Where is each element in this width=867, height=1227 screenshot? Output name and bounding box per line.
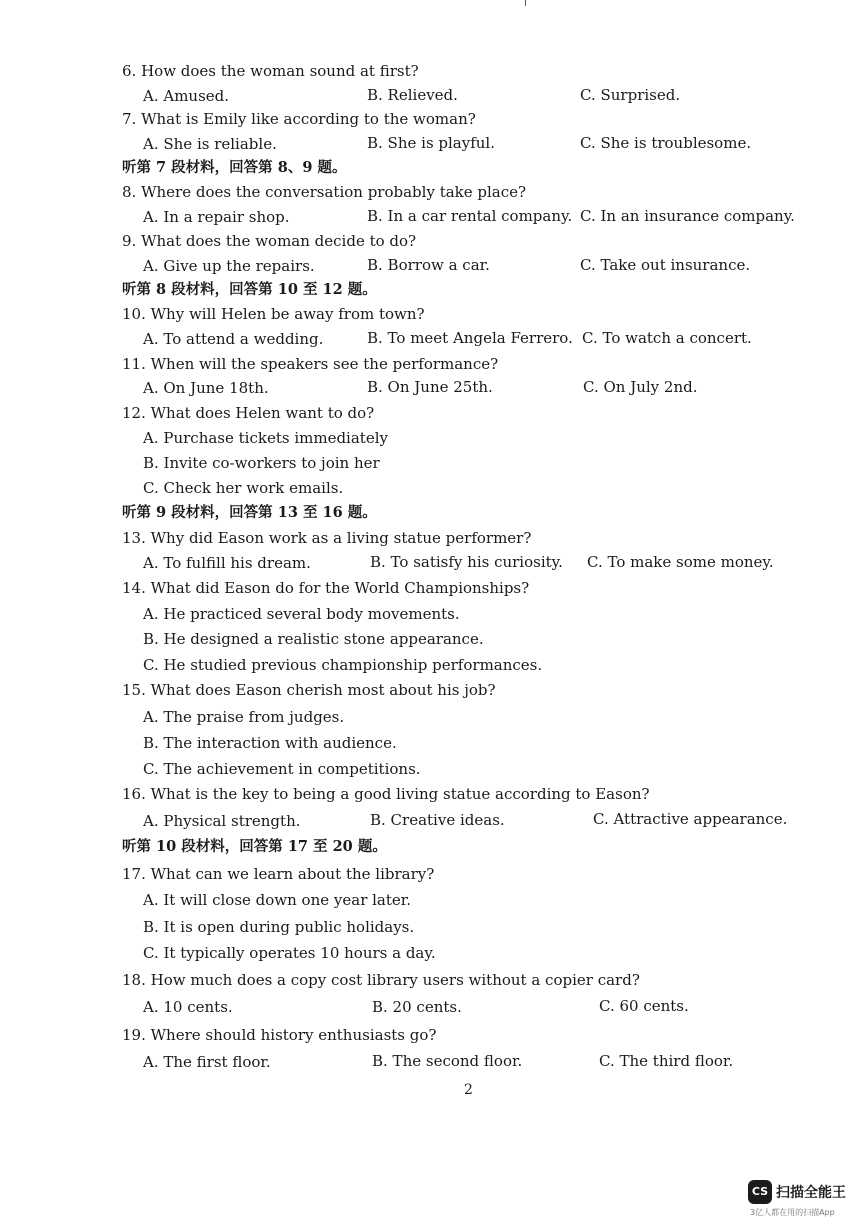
question-17-stem: 17. What can we learn about the library?: [122, 865, 435, 883]
question-18-stem: 18. How much does a copy cost library users without a copier card?: [122, 971, 640, 989]
question-7-stem: 7. What is Emily like according to the woman?: [122, 110, 476, 128]
question-10-option-b: B. To meet Angela Ferrero.: [367, 329, 573, 347]
section-7-heading: 听第 7 段材料，回答第 8、9 题。: [122, 159, 347, 176]
question-10-option-a: A. To attend a wedding.: [143, 330, 324, 348]
question-17-option-b: B. It is open during public holidays.: [143, 918, 415, 936]
section-8-heading: 听第 8 段材料，回答第 10 至 12 题。: [122, 281, 377, 298]
question-16-option-a: A. Physical strength.: [143, 812, 301, 830]
question-10-stem: 10. Why will Helen be away from town?: [122, 305, 425, 323]
question-14-option-a: A. He practiced several body movements.: [143, 605, 460, 623]
question-7-option-b: B. She is playful.: [367, 134, 495, 152]
question-6-stem: 6. How does the woman sound at first?: [122, 62, 419, 80]
question-19-option-a: A. The first floor.: [143, 1053, 271, 1071]
question-9-option-a: A. Give up the repairs.: [143, 257, 315, 275]
question-8-option-b: B. In a car rental company.: [367, 207, 573, 225]
question-15-stem: 15. What does Eason cherish most about his job?: [122, 681, 496, 699]
question-19-stem: 19. Where should history enthusiasts go?: [122, 1026, 437, 1044]
question-8-stem: 8. Where does the conversation probably take place?: [122, 183, 527, 201]
camscanner-watermark: [748, 1180, 852, 1220]
question-17-option-c: C. It typically operates 10 hours a day.: [143, 944, 436, 962]
question-12-stem: 12. What does Helen want to do?: [122, 404, 375, 422]
question-7-option-c: C. She is troublesome.: [580, 134, 752, 152]
question-12-option-a: A. Purchase tickets immediately: [143, 429, 388, 447]
question-6-option-c: C. Surprised.: [580, 86, 681, 104]
question-6-option-a: A. Amused.: [143, 87, 230, 105]
question-15-option-c: C. The achievement in competitions.: [143, 760, 421, 778]
question-11-stem: 11. When will the speakers see the performance?: [122, 355, 499, 373]
question-12-option-c: C. Check her work emails.: [143, 479, 344, 497]
question-13-option-a: A. To fulfill his dream.: [143, 554, 311, 572]
question-8-option-c: C. In an insurance company.: [580, 207, 795, 225]
camscanner-logo-icon: CS: [748, 1180, 772, 1204]
question-19-option-c: C. The third floor.: [599, 1052, 734, 1070]
question-15-option-a: A. The praise from judges.: [143, 708, 345, 726]
question-16-stem: 16. What is the key to being a good living statue according to Eason?: [122, 785, 650, 803]
question-12-option-b: B. Invite co-workers to join her: [143, 454, 380, 472]
question-11-option-b: B. On June 25th.: [367, 378, 493, 396]
watermark-app-name: 扫描全能王: [776, 1185, 846, 1201]
section-9-heading: 听第 9 段材料，回答第 13 至 16 题。: [122, 504, 377, 521]
question-18-option-c: C. 60 cents.: [599, 997, 689, 1015]
question-16-option-b: B. Creative ideas.: [370, 811, 505, 829]
question-18-option-b: B. 20 cents.: [372, 998, 462, 1016]
question-18-option-a: A. 10 cents.: [143, 998, 233, 1016]
question-10-option-c: C. To watch a concert.: [582, 329, 752, 347]
question-9-option-c: C. Take out insurance.: [580, 256, 751, 274]
question-16-option-c: C. Attractive appearance.: [593, 810, 788, 828]
question-14-option-b: B. He designed a realistic stone appearance.: [143, 630, 484, 648]
question-11-option-c: C. On July 2nd.: [583, 378, 698, 396]
question-13-stem: 13. Why did Eason work as a living statue performer?: [122, 529, 532, 547]
question-11-option-a: A. On June 18th.: [143, 379, 269, 397]
top-fold-mark: [525, 0, 526, 6]
question-6-option-b: B. Relieved.: [367, 86, 458, 104]
question-13-option-b: B. To satisfy his curiosity.: [370, 553, 563, 571]
section-10-heading: 听第 10 段材料，回答第 17 至 20 题。: [122, 838, 387, 855]
question-17-option-a: A. It will close down one year later.: [143, 891, 412, 909]
watermark-tagline: 3亿人都在用的扫描App: [750, 1208, 835, 1217]
question-19-option-b: B. The second floor.: [372, 1052, 523, 1070]
question-7-option-a: A. She is reliable.: [143, 135, 277, 153]
question-15-option-b: B. The interaction with audience.: [143, 734, 397, 752]
question-9-option-b: B. Borrow a car.: [367, 256, 490, 274]
question-14-option-c: C. He studied previous championship performances.: [143, 656, 543, 674]
question-9-stem: 9. What does the woman decide to do?: [122, 232, 417, 250]
question-14-stem: 14. What did Eason do for the World Championships?: [122, 579, 530, 597]
page-number: 2: [464, 1082, 473, 1098]
question-13-option-c: C. To make some money.: [587, 553, 774, 571]
question-8-option-a: A. In a repair shop.: [143, 208, 290, 226]
